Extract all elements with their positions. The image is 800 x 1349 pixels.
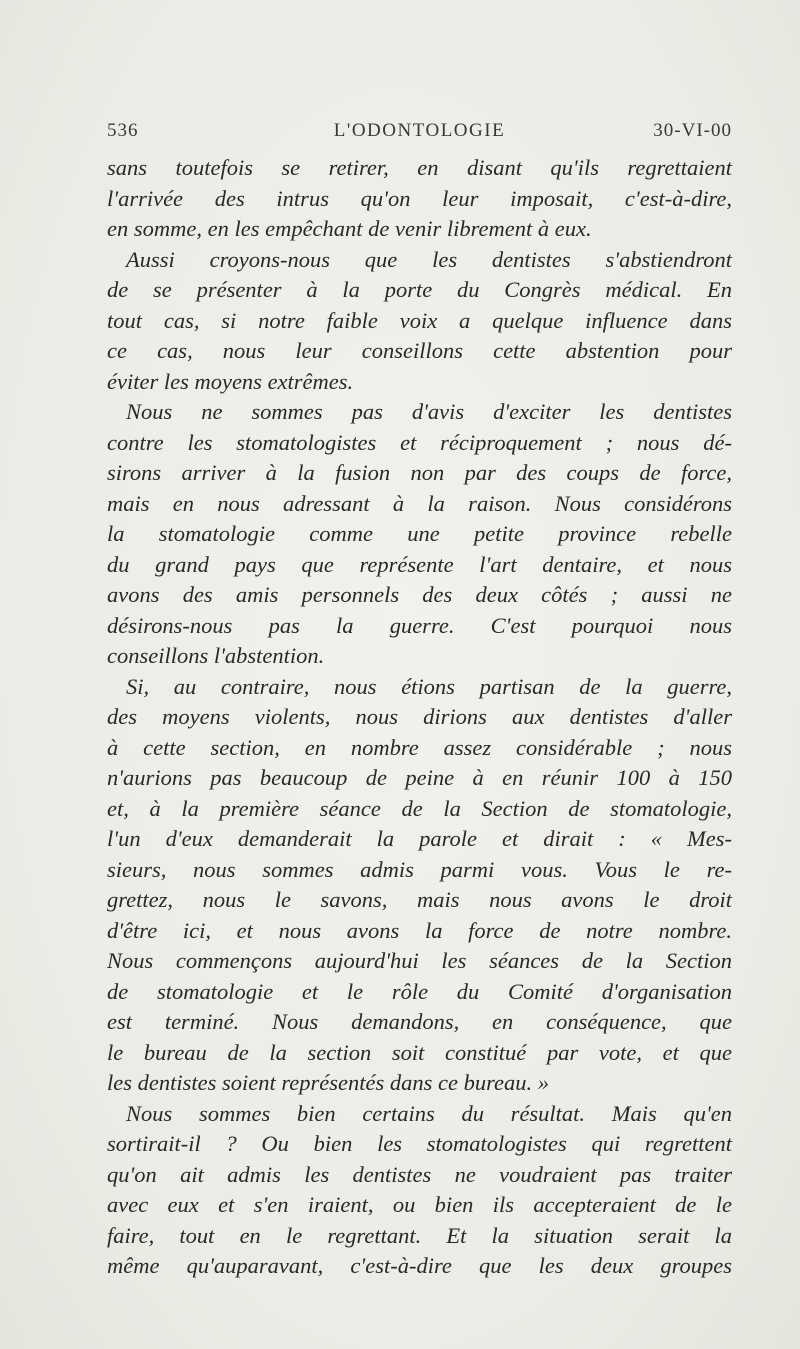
- text-line: en somme, en les empêchant de venir librement à eux.: [107, 216, 592, 241]
- text-line: de stomatologie et le rôle du Comité d'organisation: [107, 978, 732, 1004]
- text-line: Nous sommes bien certains du résultat. Mais qu'en: [126, 1100, 732, 1126]
- text-line: Si, au contraire, nous étions partisan de la guerre,: [126, 673, 732, 699]
- text-line: la stomatologie comme une petite province rebelle: [107, 521, 732, 546]
- text-line: du grand pays que représente l'art dentaire, et nous: [107, 551, 732, 577]
- text-line: conseillons l'abstention.: [107, 643, 325, 668]
- text-line: éviter les moyens extrêmes.: [107, 368, 354, 394]
- text-line: et, à la première séance de la Section de stomatologie,: [107, 795, 732, 821]
- text-line: ce cas, nous leur conseillons cette abstention pour: [107, 338, 732, 363]
- text-line: sirons arriver à la fusion non par des coups de force,: [107, 460, 732, 485]
- text-line: d'être ici, et nous avons la force de notre nombre.: [107, 917, 732, 943]
- text-line: avons des amis personnels des deux côtés ; aussi ne: [107, 582, 732, 607]
- text-line: grettez, nous le savons, mais nous avons le droit: [107, 887, 732, 912]
- running-title: L'ODONTOLOGIE: [333, 120, 506, 141]
- text-line: sieurs, nous sommes admis parmi vous. Vous le re-: [107, 856, 732, 882]
- text-line: des moyens violents, nous dirions aux dentistes d'aller: [107, 704, 732, 729]
- body-text: [107, 153, 732, 1282]
- text-line: qu'on ait admis les dentistes ne voudraient pas traiter: [107, 1161, 732, 1187]
- text-line: le bureau de la section soit constitué par vote, et que: [107, 1039, 732, 1065]
- text-line: n'aurions pas beaucoup de peine à en réunir 100 à 150: [107, 765, 732, 790]
- text-line: mais en nous adressant à la raison. Nous considérons: [107, 490, 732, 516]
- text-line: tout cas, si notre faible voix a quelque influence dans: [107, 307, 732, 333]
- page-number: 536: [107, 120, 139, 141]
- text-line: sans toutefois se retirer, en disant qu'ils regrettaient: [107, 155, 732, 180]
- text-line: l'un d'eux demanderait la parole et dirait : « Mes-: [107, 826, 732, 851]
- text-line: de se présenter à la porte du Congrès médical. En: [107, 277, 732, 302]
- text-line: faire, tout en le regrettant. Et la situation serait la: [107, 1222, 732, 1248]
- text-line: même qu'auparavant, c'est-à-dire que les deux groupes: [107, 1253, 732, 1278]
- text-line: désirons-nous pas la guerre. C'est pourquoi nous: [107, 612, 732, 638]
- text-line: avec eux et s'en iraient, ou bien ils accepteraient de le: [107, 1192, 732, 1217]
- text-line: sortirait-il ? Ou bien les stomatologistes qui regrettent: [107, 1131, 732, 1156]
- text-line: les dentistes soient représentés dans ce bureau. »: [107, 1070, 550, 1095]
- text-line: à cette section, en nombre assez considérable ; nous: [107, 734, 732, 760]
- running-header: [107, 120, 732, 148]
- text-line: Aussi croyons-nous que les dentistes s'abstiendront: [126, 246, 732, 272]
- text-line: contre les stomatologistes et réciproquement ; nous dé-: [107, 429, 732, 455]
- text-line: l'arrivée des intrus qu'on leur imposait, c'est-à-dire,: [107, 185, 732, 211]
- issue-date: 30-VI-00: [653, 120, 732, 141]
- text-line: Nous commençons aujourd'hui les séances de la Section: [107, 948, 732, 973]
- text-line: est terminé. Nous demandons, en conséquence, que: [107, 1009, 732, 1034]
- text-line: Nous ne sommes pas d'avis d'exciter les dentistes: [126, 399, 732, 424]
